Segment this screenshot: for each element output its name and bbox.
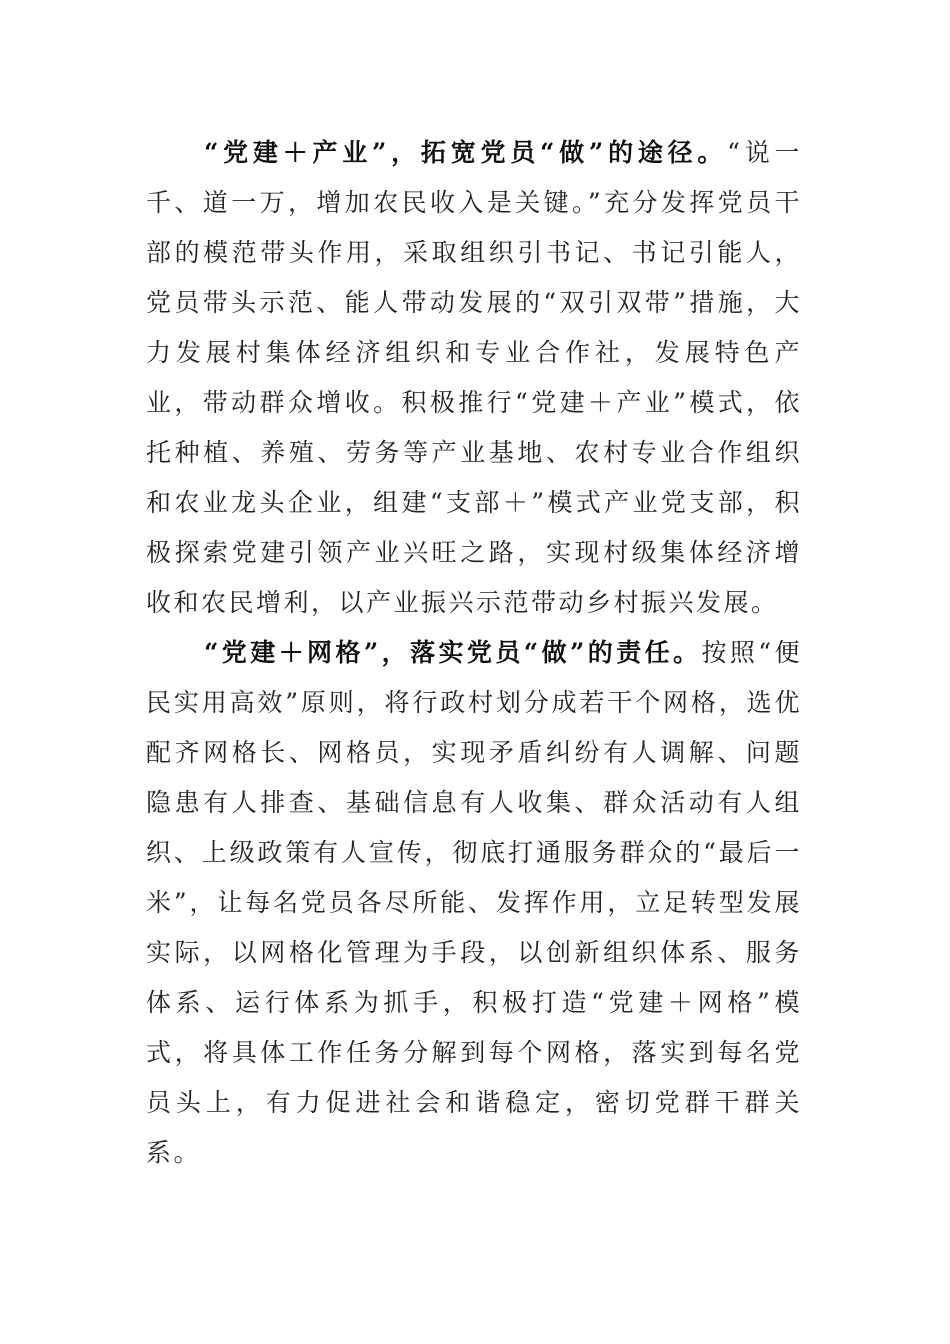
- paragraph-party-grid: [146, 628, 802, 1178]
- document-body: [146, 128, 802, 1178]
- paragraph-text: 按照“便民实用高效”原则，将行政村划分成若干个网格，选优配齐网格长、网格员，实现矛盾纠纷有人调解、问题隐患有人排查、基础信息有人收集、群众活动有人组织、上级政策有人宣传，彻底打通服务群众的“最后一米”，让每名党员各尽所能、发挥作用，立足转型发展实际，以网格化管理为手段，以创新组织体系、服务体系、运行体系为抓手，积极打造“党建＋网格”模式，将具体工作任务分解到每个网格，落实到每名党员头上，有力促进社会和谐稳定，密切党群干群关系。: [146, 638, 803, 1167]
- paragraph-text: “说一千、道一万，增加农民收入是关键。”充分发挥党员干部的模范带头作用，采取组织引书记、书记引能人，党员带头示范、能人带动发展的“双引双带”措施，大力发展村集体经济组织和专业合作社，发展特色产业，带动群众增收。积极推行“党建＋产业”模式，依托种植、养殖、劳务等产业基地、农村专业合作组织和农业龙头企业，组建“支部＋”模式产业党支部，积极探索党建引领产业兴旺之路，实现村级集体经济增收和农民增利，以产业振兴示范带动乡村振兴发展。: [146, 138, 802, 617]
- paragraph-party-industry: [146, 128, 802, 628]
- paragraph-heading: “党建＋网格”，落实党员“做”的责任。: [204, 638, 702, 667]
- paragraph-heading: “党建＋产业”，拓宽党员“做”的途径。: [204, 138, 728, 167]
